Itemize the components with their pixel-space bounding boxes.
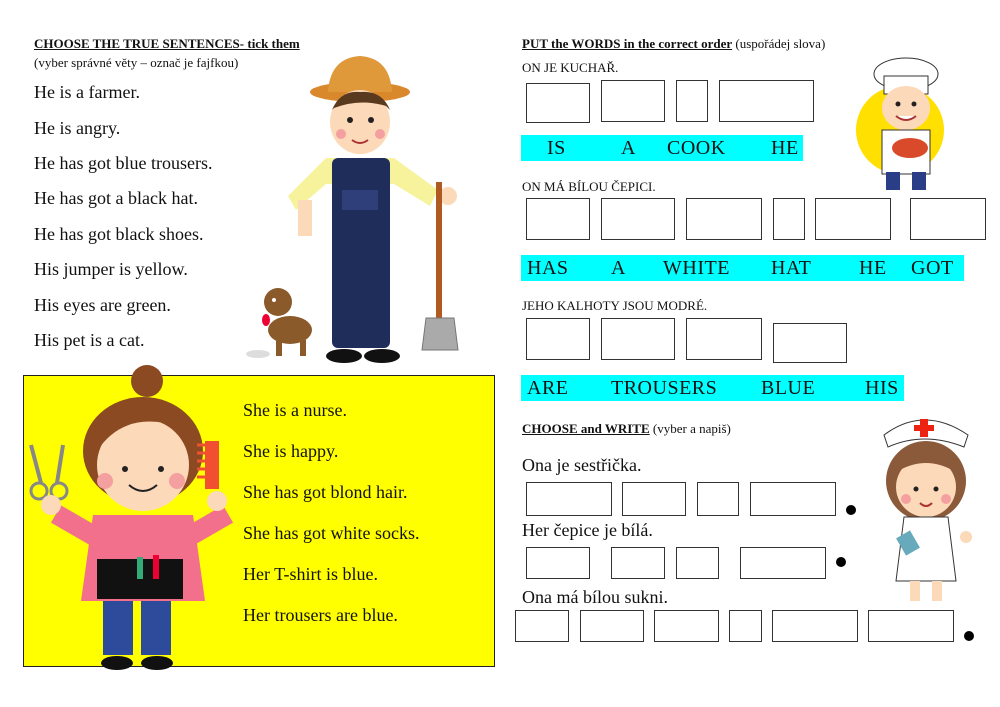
- draggable-word[interactable]: HE: [859, 257, 887, 279]
- nurse-sentence[interactable]: She is happy.: [243, 441, 339, 461]
- farmer-sentence[interactable]: His pet is a cat.: [34, 330, 145, 350]
- answer-box[interactable]: [815, 198, 891, 240]
- draggable-word[interactable]: COOK: [667, 137, 726, 159]
- nurse-illustration: [876, 405, 986, 610]
- hairdresser-illustration: [25, 365, 245, 675]
- answer-box[interactable]: [580, 610, 644, 642]
- answer-box[interactable]: [773, 323, 847, 363]
- answer-box[interactable]: [526, 318, 590, 360]
- word-order-header: [522, 36, 825, 52]
- draggable-word[interactable]: WHITE: [663, 257, 730, 279]
- answer-box[interactable]: [729, 610, 762, 642]
- answer-box[interactable]: [686, 198, 762, 240]
- answer-box[interactable]: [750, 482, 836, 516]
- draggable-word[interactable]: HAT: [771, 257, 812, 279]
- answer-box[interactable]: [676, 547, 719, 579]
- farmer-sentence[interactable]: He is angry.: [34, 118, 121, 138]
- chef-illustration: [826, 52, 976, 202]
- draggable-word[interactable]: BLUE: [761, 377, 816, 399]
- nurse-sentence[interactable]: She is a nurse.: [243, 400, 347, 420]
- choose-write-header: [522, 421, 731, 437]
- draggable-word[interactable]: A: [621, 137, 636, 159]
- choose-write-title: CHOOSE and WRITE: [522, 421, 650, 436]
- answer-box[interactable]: [526, 198, 590, 240]
- answer-box[interactable]: [686, 318, 762, 360]
- period-dot: [846, 505, 856, 515]
- q1-czech: ON JE KUCHAŘ.: [522, 60, 619, 75]
- answer-box[interactable]: [697, 482, 739, 516]
- farmer-sentence[interactable]: His jumper is yellow.: [34, 259, 188, 279]
- answer-box[interactable]: [676, 80, 708, 122]
- answer-box[interactable]: [526, 482, 612, 516]
- draggable-word[interactable]: HIS: [865, 377, 899, 399]
- answer-box[interactable]: [719, 80, 814, 122]
- draggable-word[interactable]: A: [611, 257, 626, 279]
- answer-box[interactable]: [654, 610, 719, 642]
- nurse-sentence[interactable]: Her T-shirt is blue.: [243, 564, 378, 584]
- answer-box[interactable]: [611, 547, 665, 579]
- word-order-note: (uspořádej slova): [735, 36, 826, 51]
- draggable-word[interactable]: HAS: [527, 257, 569, 279]
- period-dot: [964, 631, 974, 641]
- q3-czech: JEHO KALHOTY JSOU MODRÉ.: [522, 298, 708, 313]
- farmer-sentence[interactable]: His eyes are green.: [34, 295, 171, 315]
- q2-czech: ON MÁ BÍLOU ČEPICI.: [522, 179, 656, 194]
- farmer-sentence[interactable]: He is a farmer.: [34, 82, 140, 102]
- farmer-sentence[interactable]: He has got a black hat.: [34, 188, 198, 208]
- farmer-sentence[interactable]: He has got black shoes.: [34, 224, 204, 244]
- word-band-3: [521, 375, 904, 401]
- true-sentences-subtitle: (vyber správné věty – označ je fajfkou): [34, 55, 239, 70]
- write-prompt-2: Her čepice je bílá.: [522, 520, 653, 540]
- answer-box[interactable]: [772, 610, 858, 642]
- answer-box[interactable]: [622, 482, 686, 516]
- word-band-2: [521, 255, 964, 281]
- true-sentences-title: CHOOSE THE TRUE SENTENCES- tick them: [34, 36, 300, 51]
- nurse-sentence[interactable]: She has got blond hair.: [243, 482, 408, 502]
- answer-box[interactable]: [526, 83, 590, 123]
- word-band-1: [521, 135, 803, 161]
- choose-write-note: (vyber a napiš): [652, 421, 731, 436]
- draggable-word[interactable]: HE: [771, 137, 799, 159]
- write-prompt-1: Ona je sestřička.: [522, 455, 642, 475]
- draggable-word[interactable]: GOT: [911, 257, 954, 279]
- write-prompt-3: Ona má bílou sukni.: [522, 587, 668, 607]
- answer-box[interactable]: [773, 198, 805, 240]
- nurse-sentence[interactable]: Her trousers are blue.: [243, 605, 398, 625]
- farmer-illustration: [240, 50, 490, 370]
- answer-box[interactable]: [515, 610, 569, 642]
- answer-box[interactable]: [740, 547, 826, 579]
- draggable-word[interactable]: ARE: [527, 377, 569, 399]
- answer-box[interactable]: [601, 198, 675, 240]
- draggable-word[interactable]: TROUSERS: [611, 377, 718, 399]
- answer-box[interactable]: [910, 198, 986, 240]
- answer-box[interactable]: [526, 547, 590, 579]
- word-order-title: PUT the WORDS in the correct order: [522, 36, 733, 51]
- answer-box[interactable]: [601, 318, 675, 360]
- answer-box[interactable]: [601, 80, 665, 122]
- period-dot: [836, 557, 846, 567]
- farmer-sentence[interactable]: He has got blue trousers.: [34, 153, 213, 173]
- draggable-word[interactable]: IS: [547, 137, 566, 159]
- answer-box[interactable]: [868, 610, 954, 642]
- nurse-sentence[interactable]: She has got white socks.: [243, 523, 420, 543]
